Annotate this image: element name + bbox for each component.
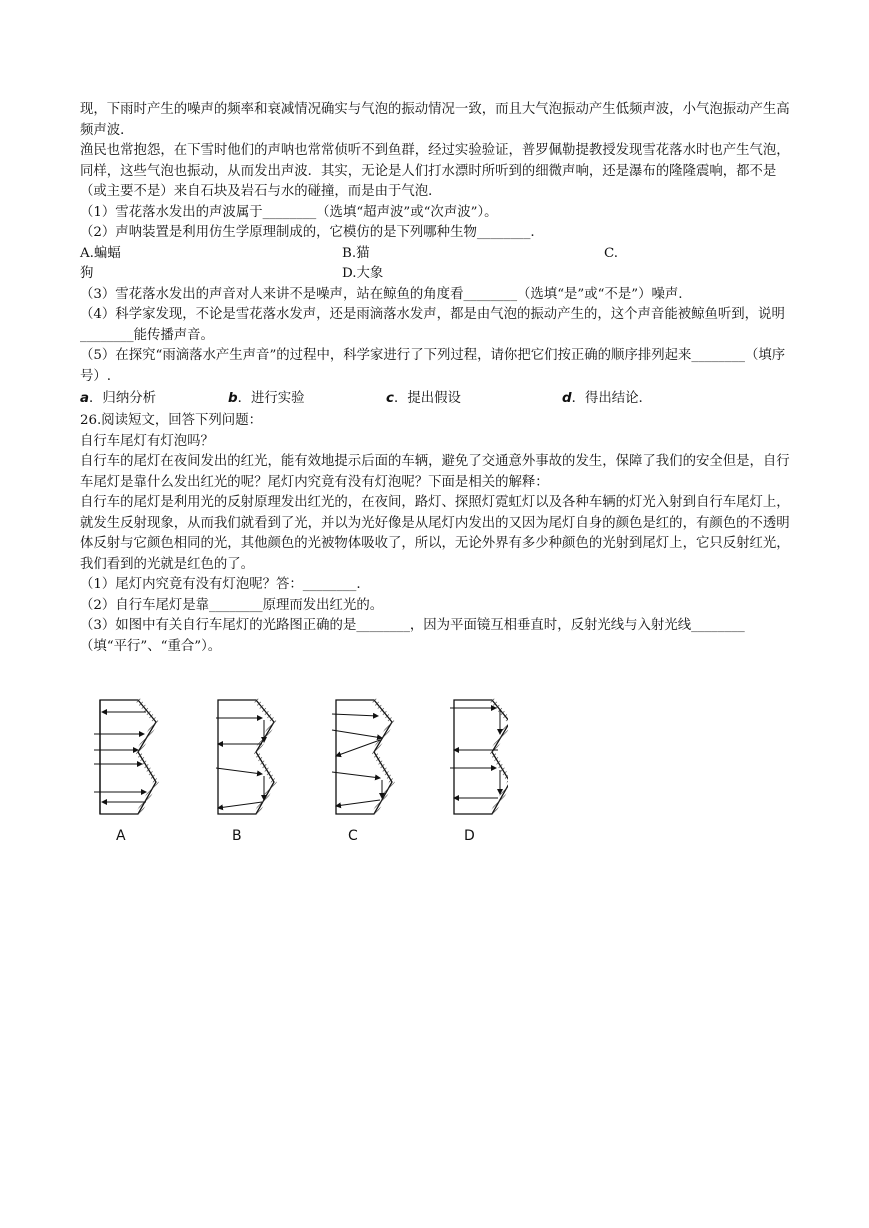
figure-b bbox=[216, 700, 274, 814]
intro-paragraph-1: 现，下雨时产生的噪声的频率和衰减情况确实与气泡的振动情况一致，而且大气泡振动产生低频声波，小气泡振动产生高频声波． bbox=[80, 102, 790, 138]
q25-part-2: （2）声呐装置是利用仿生学原理制成的，它模仿的是下列哪种生物________. bbox=[80, 225, 535, 240]
document-body bbox=[80, 100, 790, 657]
reflector-diagram bbox=[88, 694, 508, 854]
q25-steps bbox=[80, 389, 790, 411]
figure-label-c: C bbox=[348, 828, 358, 844]
q26-part-1: （1）尾灯内究竟有没有灯泡呢？答：________. bbox=[80, 577, 361, 592]
q25-part-3: （3）雪花落水发出的声音对人来讲不是噪声，站在鲸鱼的角度看________（选填“是”或“不是”）噪声. bbox=[80, 286, 683, 302]
q26-heading: 26.阅读短文，回答下列问题： bbox=[80, 413, 262, 428]
q26-paragraph-1: 自行车的尾灯在夜间发出的红光，能有效地提示后面的车辆，避免了交通意外事故的发生，保障了我们的安全但是，自行车尾灯是靠什么发出红光的呢？尾灯内究竟有没有灯泡呢？下面是相关的解释： bbox=[80, 454, 790, 490]
figure-label-a: A bbox=[116, 828, 126, 844]
figure-d bbox=[450, 700, 508, 814]
q25-options bbox=[80, 244, 790, 285]
q26-title: 自行车尾灯有灯泡吗？ bbox=[80, 433, 214, 449]
figure-c bbox=[332, 700, 392, 814]
step-d: d．得出结论. bbox=[562, 391, 643, 406]
q26-part-2: （2）自行车尾灯是靠________原理而发出红光的。 bbox=[80, 597, 384, 613]
q25-part-1: （1）雪花落水发出的声波属于________（选填“超声波”或“次声波”）。 bbox=[80, 204, 498, 220]
q26-paragraph-2: 自行车的尾灯是利用光的反射原理发出红光的，在夜间，路灯、探照灯霓虹灯以及各种车辆的灯光入射到自行车尾灯上，就发生反射现象，从而我们就看到了光，并以为光好像是从尾灯内发出的又因为尾灯自身的颜色是红的，有颜色的不透明体反射与它颜色相同的光，其他颜色的光被物体吸收了，所以，无论外界有多少种颜色的光射到尾灯上，它只反射红光，我们看到的光就是红色的了。 bbox=[80, 495, 790, 572]
figure-label-b: B bbox=[232, 828, 242, 844]
step-b: b．进行实验 bbox=[228, 391, 305, 406]
option-d: D.大象 bbox=[342, 265, 384, 281]
reflector-figures bbox=[88, 694, 508, 854]
q26-part-3: （3）如图中有关自行车尾灯的光路图正确的是________，因为平面镜互相垂直时，反射光线与入射光线________（填“平行”、“重合”）。 bbox=[80, 618, 745, 654]
q25-part-5: （5）在探究“雨滴落水产生声音”的过程中，科学家进行了下列过程，请你把它们按正确的顺序排列起来________（填序号）. bbox=[80, 348, 786, 384]
option-c: C. bbox=[604, 245, 619, 261]
option-c-continued: 狗 bbox=[80, 265, 94, 281]
q25-part-4: （4）科学家发现，不论是雪花落水发声，还是雨滴落水发声，都是由气泡的振动产生的，这个声音能被鲸鱼听到，说明________能传播声音。 bbox=[80, 307, 785, 343]
option-b: B.猫 bbox=[342, 245, 370, 261]
figure-a bbox=[94, 700, 156, 814]
option-a: A.蝙蝠 bbox=[80, 245, 121, 261]
step-c: c．提出假设 bbox=[386, 391, 461, 406]
intro-paragraph-2: 渔民也常抱怨，在下雪时他们的声呐也常常侦听不到鱼群，经过实验验证，普罗佩勒提教授发现雪花落水时也产生气泡，同样，这些气泡也振动，从而发出声波．其实，无论是人们打水漂时所听到的细微声响，还是瀑布的隆隆震响，都不是（或主要不是）来自石块及岩石与水的碰撞，而是由于气泡． bbox=[80, 143, 790, 199]
step-a: a．归纳分析 bbox=[80, 391, 156, 406]
figure-label-d: D bbox=[464, 828, 475, 844]
